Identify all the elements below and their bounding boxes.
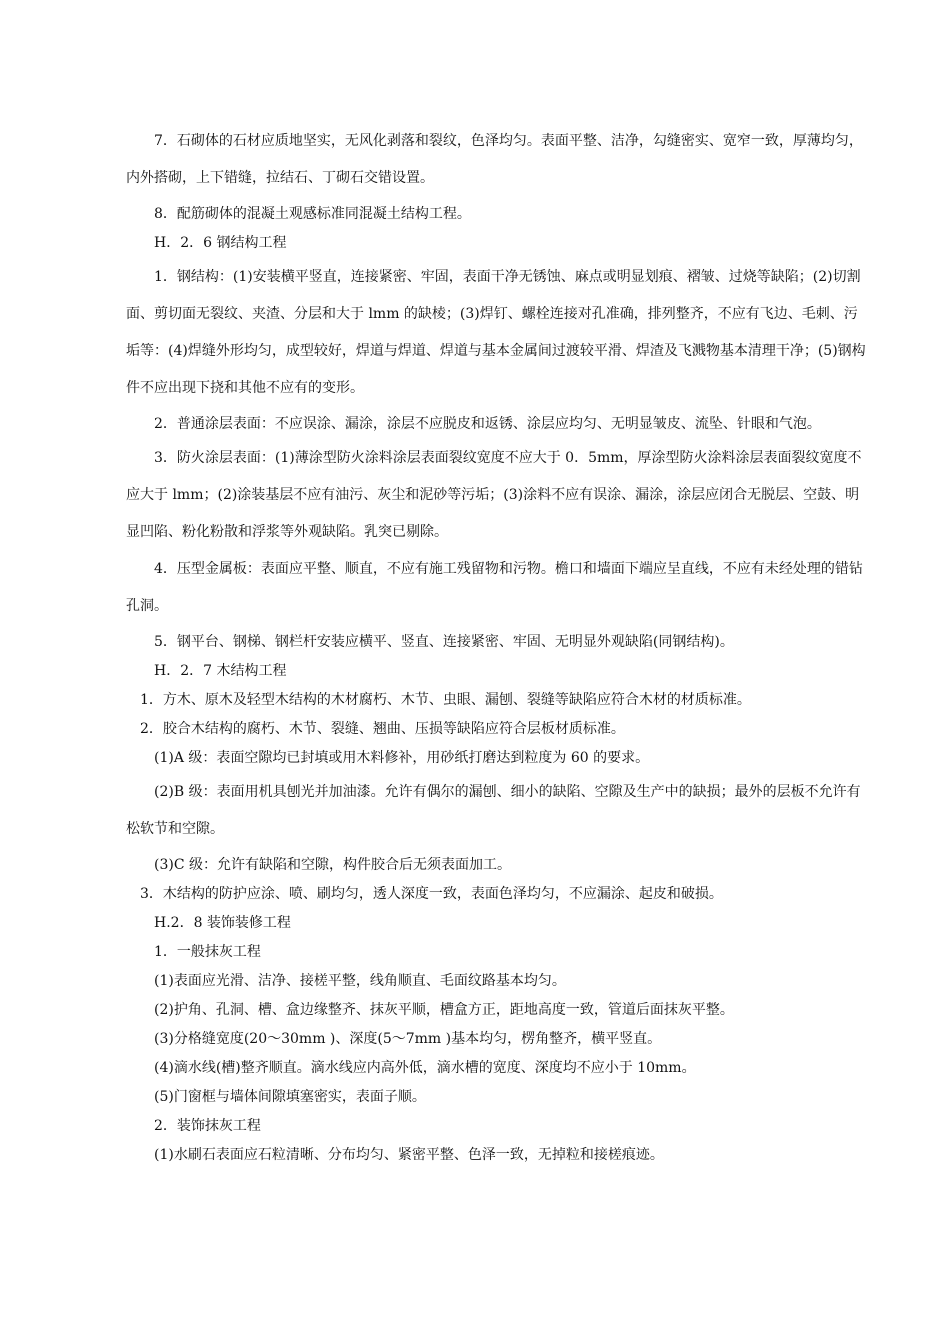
paragraph-grade-a: (1)A 级：表面空隙均已封填或用木料修补，用砂纸打磨达到粒度为 60 的要求。: [154, 750, 650, 766]
paragraph-grade-c: (3)C 级：允许有缺陷和空隙，构件胶合后无须表面加工。: [154, 857, 511, 873]
paragraph-profiled-metal-sheet: 4．压型金属板：表面应平整、顺直，不应有施工残留物和污物。檐口和墙面下端应呈直线，不应有未经处理的错钻孔洞。: [126, 561, 863, 614]
paragraph-reinforced-masonry: 8．配筋砌体的混凝土观感标准同混凝土结构工程。: [154, 206, 471, 222]
paragraph-plaster-item-3: (3)分格缝宽度(20～30mm )、深度(5～7mm )基本均匀，楞角整齐，横平竖直。: [154, 1031, 662, 1047]
paragraph-sawn-timber: 1．方木、原木及轻型木结构的木材腐朽、木节、虫眼、漏刨、裂缝等缺陷应符合木材的材质标准。: [140, 692, 751, 708]
paragraph-ordinary-coating: 2．普通涂层表面：不应误涂、漏涂，涂层不应脱皮和返锈、涂层应均匀、无明显皱皮、流坠、针眼和气泡。: [154, 416, 821, 432]
paragraph-plaster-item-1: (1)表面应光滑、洁净、接槎平整，线角顺直、毛面纹路基本均匀。: [154, 973, 566, 989]
paragraph-timber-protection: 3．木结构的防护应涂、喷、刷均匀，透人深度一致，表面色泽均匀，不应漏涂、起皮和破损。: [140, 886, 723, 902]
paragraph-stone-masonry: 7．石砌体的石材应质地坚实，无风化剥落和裂纹，色泽均匀。表面平整、洁净，勾缝密实、宽窄一致，厚薄均匀，内外搭砌，上下错缝，拉结石、丁砌石交错设置。: [126, 133, 863, 186]
section-heading-timber-structure: H．2．7 木结构工程: [154, 663, 287, 679]
section-heading-steel-structure: H．2．6 钢结构工程: [154, 235, 287, 251]
paragraph-decorative-item-1: (1)水刷石表面应石粒清晰、分布均匀、紧密平整、色泽一致，无掉粒和接槎痕迹。: [154, 1147, 664, 1163]
section-heading-decoration: H.2．8 装饰装修工程: [154, 915, 291, 931]
paragraph-grade-b: (2)B 级：表面用机具刨光并加油漆。允许有偶尔的漏刨、细小的缺陷、空隙及生产中的缺损；最外的层板不允许有松软节和空隙。: [126, 784, 861, 837]
paragraph-steel-platform: 5．钢平台、钢梯、钢栏杆安装应横平、竖直、连接紧密、牢固、无明显外观缺陷(同钢结构)。: [154, 634, 734, 650]
paragraph-fireproof-coating: 3．防火涂层表面：(1)薄涂型防火涂料涂层表面裂纹宽度不应大于 0．5mm，厚涂型防火涂料涂层表面裂纹宽度不应大于 lmm；(2)涂装基层不应有油污、灰尘和泥砂等污垢；(3)涂料不应有误涂、漏涂，涂层应闭合无脱层、空鼓、明显凹陷、粉化粉散和浮浆等外观缺陷。乳突已剔除。: [126, 450, 862, 540]
paragraph-plaster-item-4: (4)滴水线(槽)整齐顺直。滴水线应内高外低，滴水槽的宽度、深度均不应小于 10mm。: [154, 1060, 696, 1076]
paragraph-plaster-item-5: (5)门窗框与墙体间隙填塞密实，表面子顺。: [154, 1089, 426, 1105]
paragraph-steel-structure: 1．钢结构：(1)安装横平竖直，连接紧密、牢固，表面干净无锈蚀、麻点或明显划痕、褶皱、过烧等缺陷；(2)切割面、剪切面无裂纹、夹渣、分层和大于 lmm 的缺棱；(3)焊钉、螺栓连接对孔准确，排列整齐，不应有飞边、毛刺、污垢等：(4)焊缝外形均匀，成型较好，焊道与焊道、焊道与基本金属间过渡较平滑、焊渣及飞溅物基本清理干净；(5)钢构件不应出现下挠和其他不应有的变形。: [126, 269, 866, 396]
subheading-general-plastering: 1．一般抹灰工程: [154, 944, 261, 960]
subheading-decorative-plastering: 2．装饰抹灰工程: [154, 1118, 261, 1134]
paragraph-glulam: 2．胶合木结构的腐朽、木节、裂缝、翘曲、压损等缺陷应符合层板材质标准。: [140, 721, 625, 737]
document-body: [126, 123, 870, 1171]
paragraph-plaster-item-2: (2)护角、孔洞、槽、盒边缘整齐、抹灰平顺，槽盒方正，距地高度一致，管道后面抹灰平整。: [154, 1002, 734, 1018]
